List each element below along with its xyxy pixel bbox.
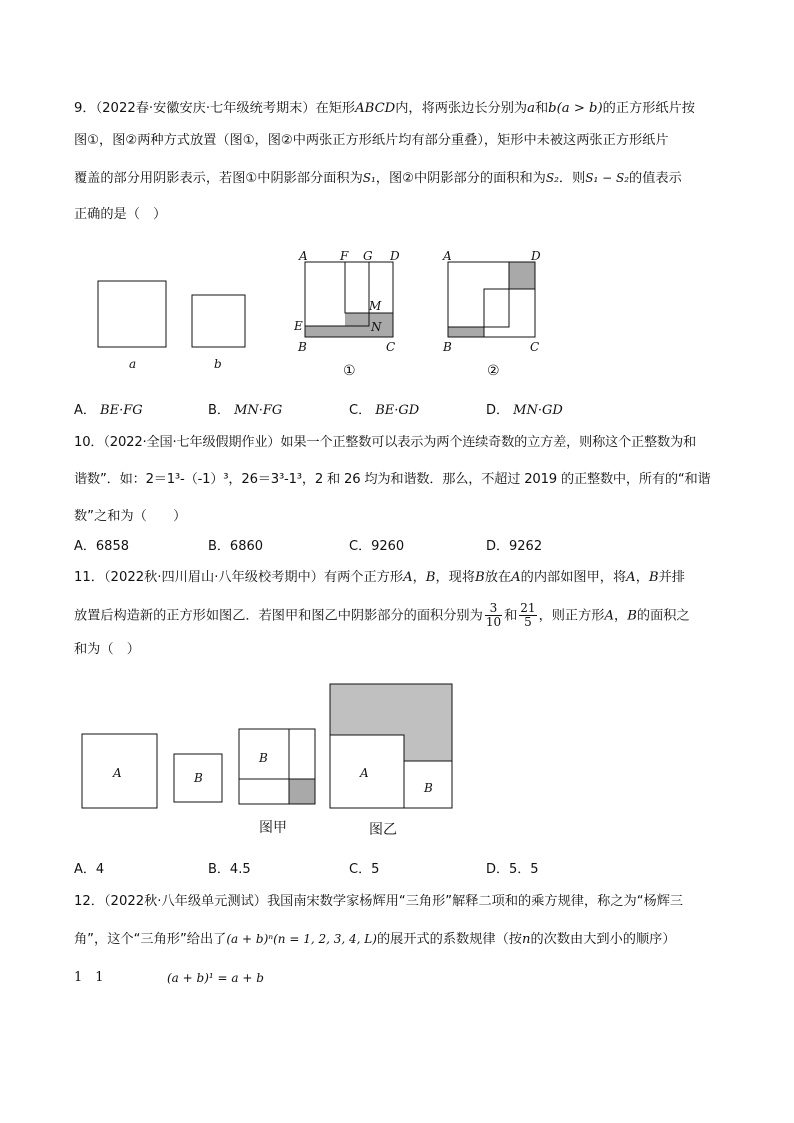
option-letter: B． [208, 403, 230, 418]
q9-text: 的正方形纸片按 [602, 101, 695, 116]
q11-text: 放置后构造新的正方形如图乙．若图甲和图乙中阴影部分的面积分别为 [74, 608, 483, 624]
q12-line1: 12．（2022秋·八年级单元测试）我国南宋数学家杨辉用“三角形”解释二项和的乘方规律，称之为“杨辉三 [74, 894, 684, 909]
label-b: b [214, 357, 222, 371]
q10-line1: 10．（2022·全国·七年级假期作业）如果一个正整数可以表示为两个连续奇数的立方差，则称这个正整数为和 [74, 435, 696, 450]
option-expr: MN·FG [234, 403, 283, 418]
q9-var-b-condition: b(a > b) [548, 101, 603, 116]
option-value: 9262 [509, 539, 543, 554]
q10-line3: 数”之和为（ ） [74, 509, 187, 524]
q9-var-a: a [527, 101, 535, 116]
option-expr: BE·FG [100, 403, 143, 418]
q9-text: 覆盖的部分用阴影表示，若图①中阴影部分面积为 [74, 171, 363, 186]
q11-var-A: A [403, 570, 413, 585]
q11-text: 的面积之 [636, 608, 690, 624]
q9-text: 和 [534, 101, 549, 116]
f1-caption: ① [343, 363, 356, 379]
figure-yi [330, 684, 452, 838]
figure-jia [239, 729, 315, 836]
q12-text: 的次数由大到小的顺序） [530, 932, 676, 947]
f2-label-B: B [443, 340, 452, 354]
option-value: 9260 [371, 539, 405, 554]
caption-yi: 图乙 [369, 822, 397, 838]
f2-label-C: C [530, 340, 540, 354]
q9-text: ，图②中阴影部分的面积和为 [375, 171, 546, 186]
option-letter: D． [486, 539, 510, 554]
q9-line4: 正确的是（ ） [74, 207, 167, 222]
f1-label-N: N [371, 320, 382, 334]
option-letter: B． [208, 539, 230, 554]
q11-var-A: A [626, 570, 636, 585]
jia-label-B: B [259, 751, 268, 765]
f2-label-A: A [443, 249, 452, 263]
f1-label-G: G [363, 249, 373, 263]
q9-s1-minus-s2: S₁ − S₂ [585, 171, 630, 185]
option-value: 4 [95, 862, 105, 877]
f1-label-A: A [299, 249, 308, 263]
q12-row1-expr: (a + b)¹ = a + b [167, 971, 264, 985]
f1-label-D: D [390, 249, 400, 263]
yi-label-B: B [424, 781, 433, 795]
option-letter: C． [349, 862, 372, 877]
f1-label-E: E [294, 319, 303, 333]
option-letter: C． [349, 539, 372, 554]
label-a: a [129, 357, 137, 371]
fraction-numerator: 21 [520, 601, 536, 615]
option-value: 5．5 [509, 862, 539, 877]
q12-n-condition: (n = 1, 2, 3, 4, L) [273, 932, 377, 946]
f1-label-C: C [386, 340, 396, 354]
q11-option-d[interactable] [486, 860, 539, 880]
option-value: 5 [371, 862, 380, 877]
q11-text: ，则正方形 [538, 608, 605, 624]
q9-s1: S₁ [362, 171, 376, 185]
jia-shaded [289, 779, 315, 804]
option-value: 4.5 [229, 862, 251, 877]
option-letter: C． [349, 403, 372, 418]
q9-text: ．则 [558, 171, 586, 186]
q11-var-A: A [511, 570, 521, 585]
q11-var-B: B [627, 608, 637, 624]
q11-line3: 和为（ ） [74, 642, 140, 657]
yi-label-A: A [360, 766, 369, 780]
q11-var-B: B [648, 570, 659, 585]
q11-option-c[interactable] [349, 860, 379, 880]
option-expr: MN·GD [513, 403, 563, 418]
option-letter: A． [74, 403, 96, 418]
caption-jia: 图甲 [259, 820, 287, 836]
q12-row1-coeffs: 1 1 [74, 970, 104, 985]
q11-text: ， [412, 570, 426, 585]
option-value: 6860 [229, 539, 264, 554]
q11-text: 和 [504, 608, 518, 624]
f2-label-D: D [531, 249, 541, 263]
q9-rect-name: ABCD [355, 101, 396, 116]
q11-text: ，现将 [435, 570, 476, 585]
f1-label-M: M [369, 299, 382, 313]
q9-text: 的值表示 [629, 171, 682, 186]
q11-option-b[interactable] [208, 860, 251, 880]
q12-line2 [74, 929, 676, 950]
q12-text: 的展开式的系数规律（按 [376, 932, 522, 947]
square-A-label: A [113, 766, 122, 780]
q9-text: 9．（2022春·安徽安庆·七年级统考期末）在矩形 [74, 101, 356, 116]
q11-text: 的内部如图甲，将 [520, 570, 627, 585]
option-letter: B． [208, 862, 230, 877]
q11-var-B: B [475, 570, 485, 585]
q12-var-n: n [522, 932, 531, 947]
option-value: 6858 [95, 539, 129, 554]
q12-binomial-power: (a + b)ⁿ [226, 932, 274, 946]
f2-caption: ② [487, 363, 500, 379]
square-B-label: B [194, 771, 203, 785]
q11-text: 11．（2022秋·四川眉山·八年级校考期中）有两个正方形 [74, 570, 404, 585]
fraction-denominator: 5 [524, 615, 532, 629]
q9-line2: 图①，图②两种方式放置（图①，图②中两张正方形纸片均有部分重叠），矩形中未被这两张正方形纸片 [74, 133, 669, 148]
option-letter: D． [486, 403, 510, 418]
q11-option-a[interactable] [74, 860, 104, 880]
fraction-denominator: 10 [485, 615, 502, 629]
f1-label-B: B [298, 340, 307, 354]
q11-text: ， [635, 570, 649, 585]
q11-text: 并排 [658, 570, 685, 585]
q11-text: ， [614, 608, 628, 624]
q9-s2: S₂ [545, 171, 559, 185]
q11-var-A: A [604, 608, 615, 624]
q10-line2: 谐数”．如：2＝1³-（-1）³，26＝3³-1³，2 和 26 均为和谐数．那么，不超过 2019 的正整数中，所有的“和谐 [74, 472, 711, 487]
option-letter: A． [74, 862, 96, 877]
f1-label-F: F [340, 249, 349, 263]
q12-text: 角”，这个“三角形”给出了 [74, 932, 227, 947]
option-letter: A． [74, 539, 96, 554]
q9-text: 内，将两张边长分别为 [395, 101, 528, 116]
q11-text: 放在 [484, 570, 512, 585]
q11-var-B: B [425, 570, 436, 585]
option-letter: D． [486, 862, 510, 877]
option-expr: BE·GD [375, 403, 420, 418]
fraction-numerator: 3 [485, 602, 502, 616]
